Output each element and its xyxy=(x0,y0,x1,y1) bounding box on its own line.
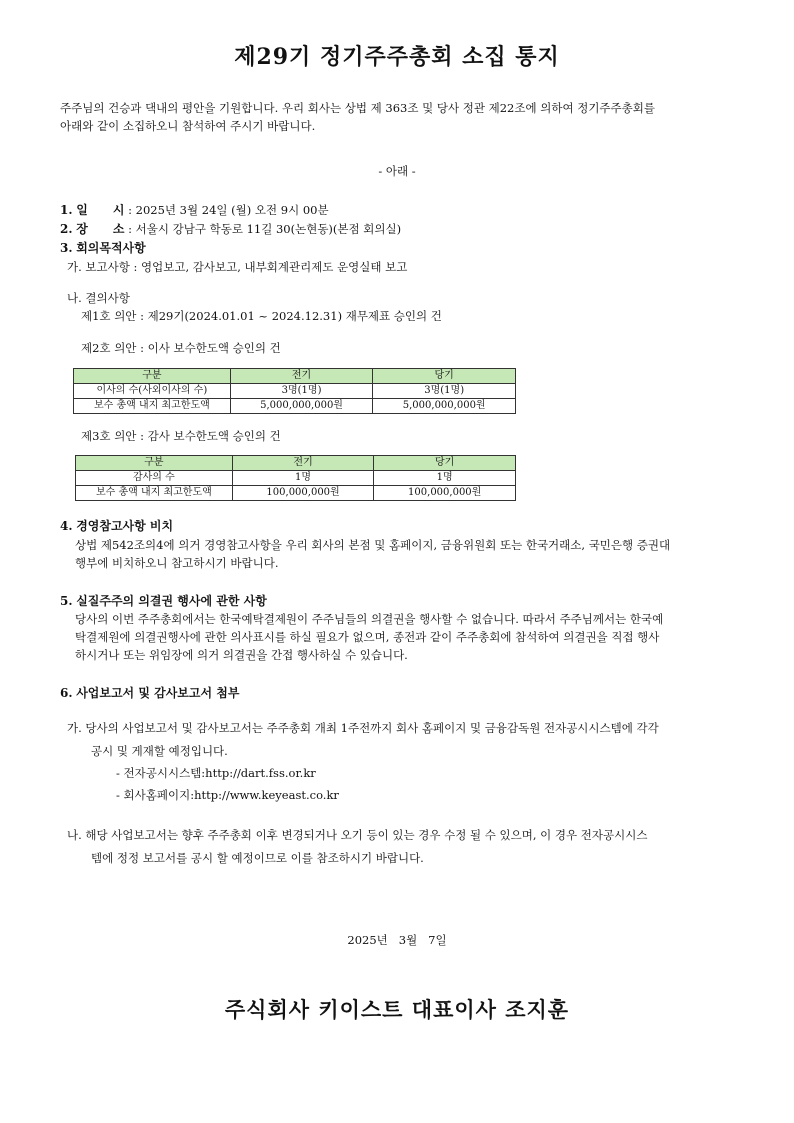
intro-line-2: 아래와 같이 소집하오니 참석하여 주시기 바랍니다. xyxy=(60,119,316,133)
agenda-item-2: 제2호 의안 : 이사 보수한도액 승인의 건 xyxy=(81,341,281,355)
table-header-row xyxy=(76,456,516,471)
table-cell: 이사의 수(사외이사의 수) xyxy=(74,384,231,399)
attachments-b-line-1: 나. 해당 사업보고서는 향후 주주총회 이후 변경되거나 오기 등이 있는 경우 수정 될 수 있으며, 이 경우 전자공시시스 xyxy=(67,828,648,842)
table-row xyxy=(74,399,516,414)
section-attachments-heading xyxy=(60,685,239,702)
table-cell: 100,000,000원 xyxy=(374,486,516,501)
table-header-cell: 전기 xyxy=(230,369,373,384)
table-cell: 3명(1명) xyxy=(230,384,373,399)
table-cell: 보수 총액 내지 최고한도액 xyxy=(74,399,231,414)
auditor-pay-table xyxy=(75,455,516,501)
reference-line-2: 행부에 비치하오니 참고하시기 바랍니다. xyxy=(75,556,279,570)
voting-line-3: 하시거나 또는 위임장에 의거 의결권을 간접 행사하실 수 있습니다. xyxy=(75,648,408,662)
section-number: 2. xyxy=(60,222,73,236)
attachments-a-line-2: 공시 및 게재할 예정입니다. xyxy=(91,744,228,758)
table-header-row xyxy=(74,369,516,384)
place-value: : 서울시 강남구 학동로 11길 30(논현동)(본점 회의실) xyxy=(128,222,402,236)
table-header-cell: 구분 xyxy=(74,369,231,384)
intro-line-1: 주주님의 건승과 댁내의 평안을 기원합니다. 우리 회사는 상법 제 363조 및 당사 정관 제22조에 의하여 정기주주총회를 xyxy=(60,101,655,115)
resolution-header: 나. 결의사항 xyxy=(67,291,130,305)
section-date xyxy=(60,202,329,219)
table-cell: 5,000,000,000원 xyxy=(230,399,373,414)
section-number: 3. xyxy=(60,241,73,255)
report-items: 가. 보고사항 : 영업보고, 감사보고, 내부회계관리제도 운영실태 보고 xyxy=(67,260,408,274)
place-label: 장 소 xyxy=(76,222,125,236)
agenda-item-1: 제1호 의안 : 제29기(2024.01.01 ~ 2024.12.31) 재무제표 승인의 건 xyxy=(81,309,442,323)
attachments-heading: 사업보고서 및 감사보고서 첨부 xyxy=(76,686,240,700)
section-number: 1. xyxy=(60,203,73,217)
table-cell: 5,000,000,000원 xyxy=(373,399,516,414)
section-voting-heading xyxy=(60,593,267,610)
section-agenda-heading xyxy=(60,240,146,257)
homepage-link[interactable]: - 회사홈페이지:http://www.keyeast.co.kr xyxy=(116,788,339,802)
below-marker: - 아래 - xyxy=(378,164,416,178)
voting-line-1: 당사의 이번 주주총회에서는 한국예탁결제원이 주주님들의 의결권을 행사할 수 없습니다. 따라서 주주님께서는 한국예 xyxy=(75,612,664,626)
table-cell: 감사의 수 xyxy=(76,471,233,486)
notice-date: 2025년 3월 7일 xyxy=(347,933,447,947)
table-header-cell: 구분 xyxy=(76,456,233,471)
section-number: 4. xyxy=(60,519,73,533)
table-cell: 1명 xyxy=(232,471,374,486)
date-value: : 2025년 3월 24일 (월) 오전 9시 00분 xyxy=(128,203,329,217)
dart-link[interactable]: - 전자공시시스템:http://dart.fss.or.kr xyxy=(116,766,316,780)
director-pay-table xyxy=(73,368,516,414)
table-row xyxy=(76,486,516,501)
table-header-cell: 당기 xyxy=(374,456,516,471)
table-cell: 100,000,000원 xyxy=(232,486,374,501)
attachments-b-line-2: 템에 정정 보고서를 공시 할 예정이므로 이를 참조하시기 바랍니다. xyxy=(91,851,424,865)
attachments-a-line-1: 가. 당사의 사업보고서 및 감사보고서는 주주총회 개최 1주전까지 회사 홈페이지 및 금융감독원 전자공시시스템에 각각 xyxy=(67,721,659,735)
table-header-cell: 전기 xyxy=(232,456,374,471)
voting-heading: 실질주주의 의결권 행사에 관한 사항 xyxy=(76,594,267,608)
table-cell: 1명 xyxy=(374,471,516,486)
table-cell: 보수 총액 내지 최고한도액 xyxy=(76,486,233,501)
page-title: 제29기 정기주주총회 소집 통지 xyxy=(234,44,560,70)
reference-heading: 경영참고사항 비치 xyxy=(76,519,174,533)
reference-line-1: 상법 제542조의4에 의거 경영참고사항을 우리 회사의 본점 및 홈페이지, 금융위원회 또는 한국거래소, 국민은행 증권대 xyxy=(75,538,671,552)
table-cell: 3명(1명) xyxy=(373,384,516,399)
table-header-cell: 당기 xyxy=(373,369,516,384)
voting-line-2: 탁결제원에 의결권행사에 관한 의사표시를 하실 필요가 없으며, 종전과 같이 주주총회에 참석하여 의결권을 직접 행사 xyxy=(75,630,660,644)
date-label: 일 시 xyxy=(76,203,125,217)
agenda-item-3: 제3호 의안 : 감사 보수한도액 승인의 건 xyxy=(81,429,281,443)
section-number: 5. xyxy=(60,594,73,608)
section-place xyxy=(60,221,401,238)
table-row xyxy=(76,471,516,486)
agenda-heading: 회의목적사항 xyxy=(76,241,146,255)
section-number: 6. xyxy=(60,686,73,700)
company-signature: 주식회사 키이스트 대표이사 조지훈 xyxy=(224,997,570,1022)
table-row xyxy=(74,384,516,399)
section-reference-heading xyxy=(60,518,173,535)
